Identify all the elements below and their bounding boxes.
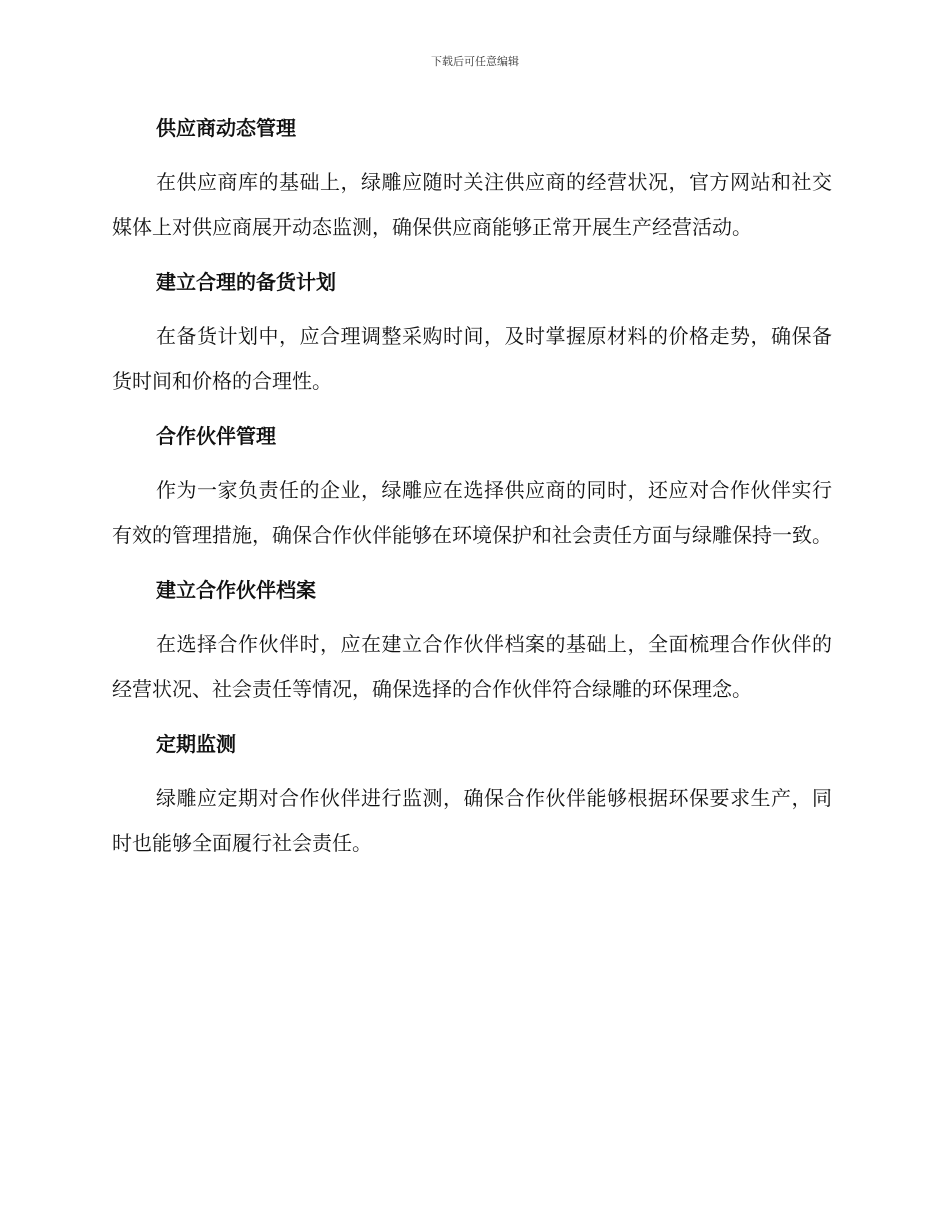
section-paragraph: 在备货计划中，应合理调整采购时间，及时掌握原材料的价格走势，确保备货时间和价格的合理性。	[112, 324, 832, 393]
section-heading: 建立合作伙伴档案	[156, 578, 316, 602]
section-regular-monitoring	[112, 726, 832, 866]
section-partner-management	[112, 418, 832, 558]
section-paragraph: 在供应商库的基础上，绿雕应随时关注供应商的经营状况，官方网站和社交媒体上对供应商展开动态监测，确保供应商能够正常开展生产经营活动。	[112, 170, 832, 239]
section-paragraph: 绿雕应定期对合作伙伴进行监测，确保合作伙伴能够根据环保要求生产，同时也能够全面履行社会责任。	[112, 786, 832, 855]
section-paragraph: 作为一家负责任的企业，绿雕应在选择供应商的同时，还应对合作伙伴实行有效的管理措施，确保合作伙伴能够在环境保护和社会责任方面与绿雕保持一致。	[112, 478, 832, 547]
section-heading: 供应商动态管理	[156, 116, 296, 140]
section-heading: 定期监测	[156, 732, 236, 756]
section-heading: 建立合理的备货计划	[156, 270, 336, 294]
page-header-note: 下载后可任意编辑	[431, 55, 519, 68]
section-stock-plan	[112, 264, 832, 404]
section-heading: 合作伙伴管理	[156, 424, 276, 448]
document-content	[112, 110, 832, 866]
section-partner-archive	[112, 572, 832, 712]
section-supplier-dynamic-management	[112, 110, 832, 250]
section-paragraph: 在选择合作伙伴时，应在建立合作伙伴档案的基础上，全面梳理合作伙伴的经营状况、社会责任等情况，确保选择的合作伙伴符合绿雕的环保理念。	[112, 632, 832, 701]
